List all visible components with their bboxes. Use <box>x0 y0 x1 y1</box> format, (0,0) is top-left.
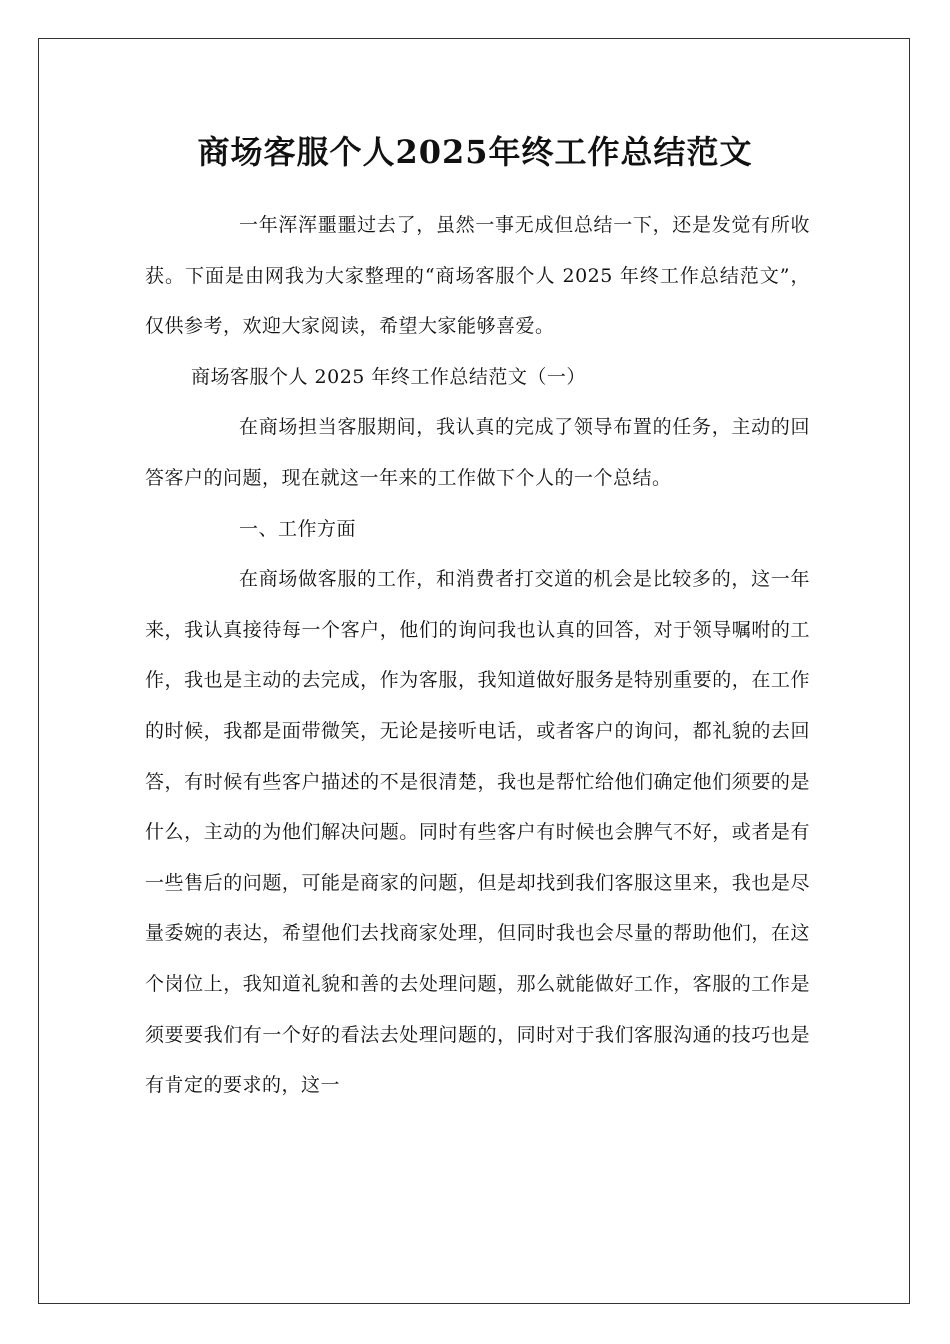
intro-paragraph: 一年浑浑噩噩过去了，虽然一事无成但总结一下，还是发觉有所收获。下面是由网我为大家整理的“商场客服个人 2025 年终工作总结范文”，仅供参考，欢迎大家阅读，希望大家能够喜爱。 <box>145 214 810 338</box>
section-subtitle: 商场客服个人 2025 年终工作总结范文（一） <box>191 365 586 388</box>
document-body <box>145 200 810 1111</box>
section-heading-work: 一、工作方面 <box>239 517 357 540</box>
body-paragraph-1: 在商场担当客服期间，我认真的完成了领导布置的任务，主动的回答客户的问题，现在就这一年来的工作做下个人的一个总结。 <box>145 416 810 489</box>
document-title: 商场客服个人2025年终工作总结范文 <box>197 133 753 171</box>
body-paragraph-2: 在商场做客服的工作，和消费者打交道的机会是比较多的，这一年来，我认真接待每一个客户，他们的询问我也认真的回答，对于领导嘱咐的工作，我也是主动的去完成，作为客服，我知道做好服务是特别重要的，在工作的时候，我都是面带微笑，无论是接听电话，或者客户的询问，都礼貌的去回答，有时候有些客户描述的不是很清楚，我也是帮忙给他们确定他们须要的是什么，主动的为他们解决问题。同时有些客户有时候也会脾气不好，或者是有一些售后的问题，可能是商家的问题，但是却找到我们客服这里来，我也是尽量委婉的表达，希望他们去找商家处理，但同时我也会尽量的帮助他们，在这个岗位上，我知道礼貌和善的去处理问题，那么就能做好工作，客服的工作是须要要我们有一个好的看法去处理问题的，同时对于我们客服沟通的技巧也是有肯定的要求的，这一 <box>145 568 810 1097</box>
